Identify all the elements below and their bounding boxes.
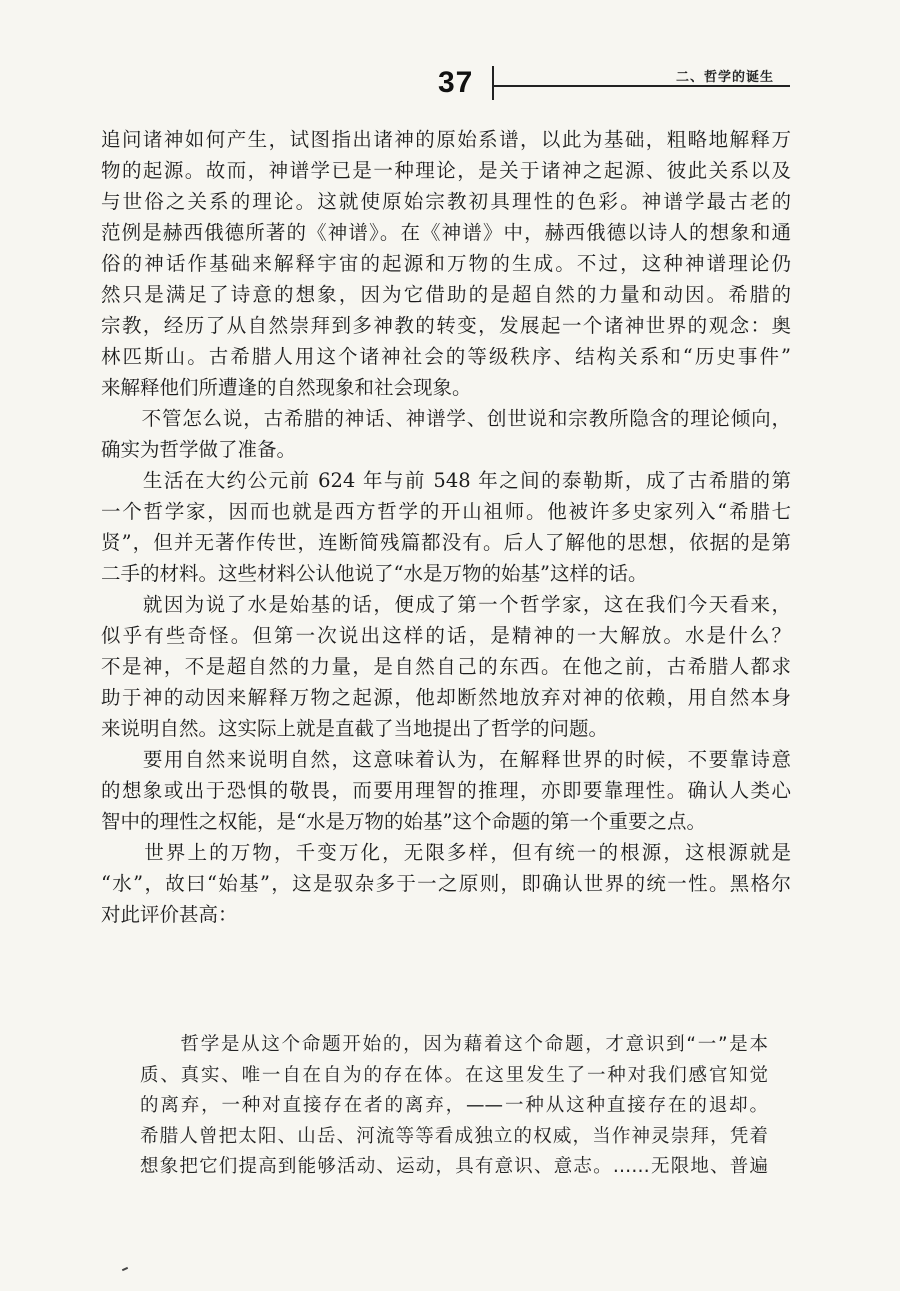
body-line: 来说明自然。这实际上就是直截了当地提出了哲学的问题。 <box>101 717 609 740</box>
body-line: 范例是赫西俄德所著的《神谱》。在《神谱》中，赫西俄德以诗人的想象和通 <box>101 221 791 244</box>
body-line: 二手的材料。这些材料公认他说了“水是万物的始基”这样的话。 <box>101 562 648 585</box>
running-title: 二、哲学的诞生 <box>676 70 775 85</box>
body-line: 要用自然来说明自然，这意味着认为，在解释世界的时候，不要靠诗意 <box>101 748 791 771</box>
body-line: 俗的神话作基础来解释宇宙的起源和万物的生成。不过，这种神谱理论仍 <box>101 252 791 275</box>
body-line: 似乎有些奇怪。但第一次说出这样的话，是精神的一大解放。水是什么？ <box>101 624 791 647</box>
body-line: 助于神的动因来解释万物之起源，他却断然地放弃对神的依赖，用自然本身 <box>101 686 791 709</box>
quote-line: 希腊人曾把太阳、山岳、河流等等看成独立的权威，当作神灵崇拜，凭着 <box>140 1125 768 1147</box>
page-header <box>0 0 900 110</box>
body-line: “水”，故曰“始基”，这是驭杂多于一之原则，即确认世界的统一性。黑格尔 <box>101 872 791 895</box>
quote-line: 质、真实、唯一自在自为的存在体。在这里发生了一种对我们感官知觉 <box>140 1064 768 1086</box>
body-line: 来解释他们所遭逢的自然现象和社会现象。 <box>101 376 472 399</box>
body-line: 生活在大约公元前 624 年与前 548 年之间的泰勒斯，成了古希腊的第 <box>101 469 791 492</box>
body-line: 不管怎么说，古希腊的神话、神谱学、创世说和宗教所隐含的理论倾向， <box>101 407 791 430</box>
body-line: 物的起源。故而，神谱学已是一种理论，是关于诸神之起源、彼此关系以及 <box>101 159 791 182</box>
body-line: 对此评价甚高： <box>101 903 238 926</box>
header-divider-vertical <box>492 66 494 100</box>
scan-speck <box>122 1267 128 1271</box>
body-line: 确实为哲学做了准备。 <box>101 438 297 461</box>
quote-line: 的离弃，一种对直接存在者的离弃，——一种从这种直接存在的退却。 <box>140 1095 768 1116</box>
body-line: 世界上的万物，千变万化，无限多样，但有统一的根源，这根源就是 <box>101 841 791 864</box>
header-rule <box>494 85 790 87</box>
body-line: 林匹斯山。古希腊人用这个诸神社会的等级秩序、结构关系和“历史事件” <box>101 345 791 368</box>
body-line: 追问诸神如何产生，试图指出诸神的原始系谱，以此为基础，粗略地解释万 <box>101 128 791 151</box>
body-line: 的想象或出于恐惧的敬畏，而要用理智的推理，亦即要靠理性。确认人类心 <box>101 779 791 802</box>
page-number: 37 <box>438 66 474 99</box>
body-line: 然只是满足了诗意的想象，因为它借助的是超自然的力量和动因。希腊的 <box>101 283 791 306</box>
body-line: 就因为说了水是始基的话，便成了第一个哲学家，这在我们今天看来， <box>101 593 791 616</box>
quote-line: 哲学是从这个命题开始的，因为藉着这个命题，才意识到“一”是本 <box>140 1034 768 1055</box>
quote-line: 想象把它们提高到能够活动、运动，具有意识、意志。……无限地、普遍 <box>140 1156 768 1177</box>
block-quote <box>140 1030 768 1183</box>
body-line: 不是神，不是超自然的力量，是自然自己的东西。在他之前，古希腊人都求 <box>101 655 791 678</box>
body-line: 智中的理性之权能，是“水是万物的始基”这个命题的第一个重要之点。 <box>101 810 706 833</box>
body-line: 贤”，但并无著作传世，连断简残篇都没有。后人了解他的思想，依据的是第 <box>101 531 791 554</box>
body-line: 宗教，经历了从自然崇拜到多神教的转变，发展起一个诸神世界的观念：奥 <box>101 314 791 337</box>
body-line: 与世俗之关系的理论。这就使原始宗教初具理性的色彩。神谱学最古老的 <box>101 190 791 213</box>
body-text <box>101 124 791 930</box>
body-line: 一个哲学家，因而也就是西方哲学的开山祖师。他被许多史家列入“希腊七 <box>101 500 791 523</box>
